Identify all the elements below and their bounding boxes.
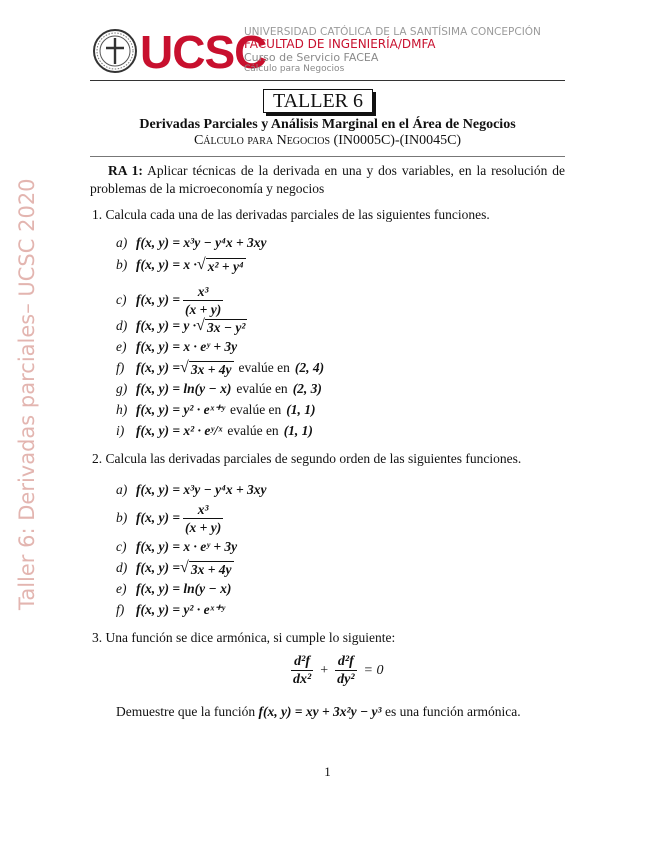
university-name: UNIVERSIDAD CATÓLICA DE LA SANTÍSIMA CONCEPCIÓN xyxy=(244,26,541,38)
sqrt: √ 3x − y² xyxy=(196,317,246,335)
fraction: $\frac{\text{d²f}}{\text{dx²}}$ xyxy=(293,654,312,687)
university-seal-icon xyxy=(92,28,138,74)
ucsc-logo: UCSC xyxy=(140,26,267,78)
question-3: 3. Una función se dice armónica, si cumple lo siguiente: xyxy=(92,630,396,645)
learning-outcome xyxy=(90,162,565,198)
course-line-codes: (IN0005C)-(IN0045C) xyxy=(330,133,462,148)
subtitle: Derivadas Parciales y Análisis Marginal en el Área de Negocios xyxy=(139,117,516,132)
header-divider xyxy=(90,80,565,81)
q1-item-f: f) f(x, y) = √ 3x + 4y evalúe en (2, 4) xyxy=(116,359,325,377)
q1-item-a: a) f(x, y) = x³y − y⁴x + 3xy xyxy=(116,235,267,250)
side-watermark: Taller 6: Derivadas parciales– UCSC 2020 xyxy=(15,178,39,610)
q1-item-d: d) f(x, y) = y · √ 3x − y² xyxy=(116,317,246,335)
ra-label: RA 1: xyxy=(108,163,143,178)
q1-item-i: i) f(x, y) = x² · eʸ/ˣ evalúe en (1, 1) xyxy=(116,423,313,438)
question-2: 2. Calcula las derivadas parciales de segundo orden de las siguientes funciones. xyxy=(92,451,522,466)
q2-item-b: b) f(x, y) = $\frac{\text{x³}}{(x + y)}$ xyxy=(116,501,222,535)
faculty-name: FACULTAD DE INGENIERÍA/DMFA xyxy=(244,37,436,51)
q2-item-e: e) f(x, y) = ln(y − x) xyxy=(116,581,232,596)
harmonic-demo-text: Demuestre que la función f(x, y) = xy + 3x²y − y³ es una función armónica. xyxy=(116,704,521,719)
q1-item-g: g) f(x, y) = ln(y − x) evalúe en (2, 3) xyxy=(116,381,322,396)
course-line xyxy=(0,133,655,149)
fraction: $\frac{\text{x³}}{(x + y)}$ xyxy=(185,501,222,535)
sqrt: √ 3x + 4y xyxy=(180,359,232,377)
q2-item-d: d) f(x, y) = √ 3x + 4y xyxy=(116,559,232,577)
sqrt: √ x² + y⁴ xyxy=(196,256,244,274)
page-title: TALLER 6 xyxy=(263,89,373,113)
q2-item-a: a) f(x, y) = x³y − y⁴x + 3xy xyxy=(116,482,267,497)
q1-item-b: b) f(x, y) = x · √ x² + y⁴ xyxy=(116,256,244,274)
ra-divider xyxy=(90,156,565,157)
page-number: 1 xyxy=(324,764,331,779)
q1-item-c: c) f(x, y) = $\frac{\text{x³}}{(x + y)}$ xyxy=(116,283,222,317)
ra-text: Aplicar técnicas de la derivada en una y dos variables, en la resolución de problemas de la microeconomía y negocios xyxy=(90,163,566,196)
course-line-name: Cálculo para Negocios xyxy=(193,133,331,148)
q1-item-h: h) f(x, y) = y² · eˣ⁺ʸ evalúe en (1, 1) xyxy=(116,402,316,417)
fraction: $\frac{\text{d²f}}{\text{dy²}}$ xyxy=(337,654,355,687)
course-service: Curso de Servicio FACEA xyxy=(244,51,379,64)
question-1: 1. Calcula cada una de las derivadas parciales de las siguientes funciones. xyxy=(92,207,490,222)
fraction: $\frac{\text{x³}}{(x + y)}$ xyxy=(185,283,222,317)
q2-item-c: c) f(x, y) = x · eʸ + 3y xyxy=(116,539,238,554)
q2-item-f: f) f(x, y) = y² · eˣ⁺ʸ xyxy=(116,602,225,617)
sqrt: √ 3x + 4y xyxy=(180,559,232,577)
harmonic-equation: $\frac{\text{d²f}}{\text{dx²}}$ + $\frac{\text{d²f}}{\text{dy²}}$ = 0 xyxy=(293,654,384,687)
course-name: Cálculo para Negocios xyxy=(244,64,345,74)
q1-item-e: e) f(x, y) = x · eʸ + 3y xyxy=(116,339,238,354)
